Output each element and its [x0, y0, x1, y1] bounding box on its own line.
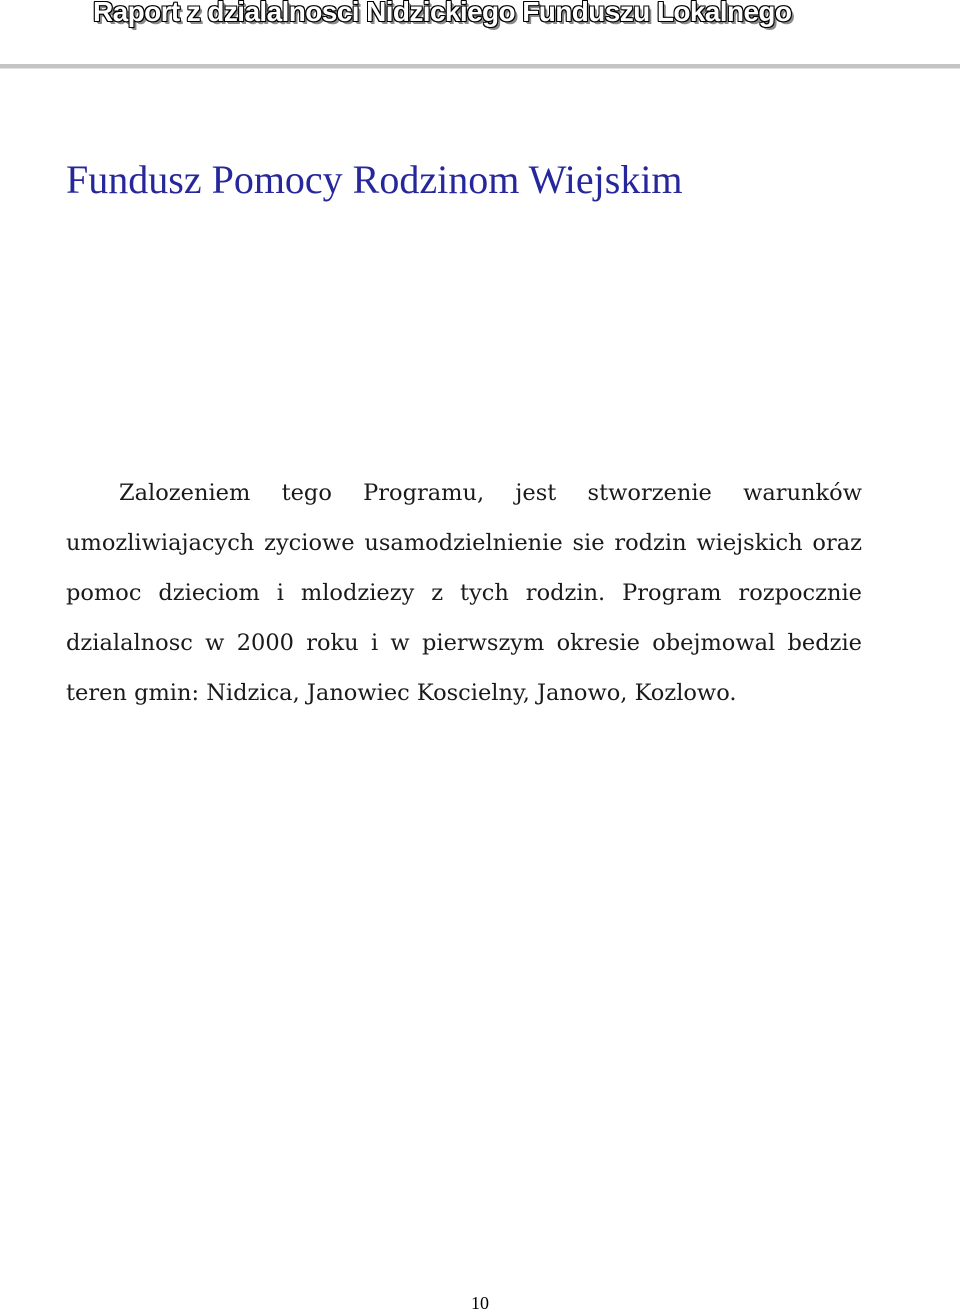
report-header-title: Raport z dzialalnosci Nidzickiego Funduszu Lokalnego	[93, 0, 792, 27]
paragraph-line: teren gmin: Nidzica, Janowiec Koscielny, Janowo, Kozlowo.	[66, 680, 737, 706]
body-paragraph	[66, 468, 862, 718]
section-title: Fundusz Pomocy Rodzinom Wiejskim	[66, 157, 683, 202]
paragraph-line: dzialalnosc w 2000 roku i w pierwszym okresie obejmowal bedzie	[66, 630, 862, 656]
paragraph-line: pomoc dzieciom i mlodziezy z tych rodzin. Program rozpocznie	[66, 580, 862, 606]
header-divider	[0, 64, 960, 69]
paragraph-line: umozliwiajacych zyciowe usamodzielnienie sie rodzin wiejskich oraz	[66, 530, 862, 556]
page-number: 10	[471, 1293, 489, 1313]
paragraph-line: Zalozeniem tego Programu, jest stworzenie warunków	[119, 480, 862, 506]
